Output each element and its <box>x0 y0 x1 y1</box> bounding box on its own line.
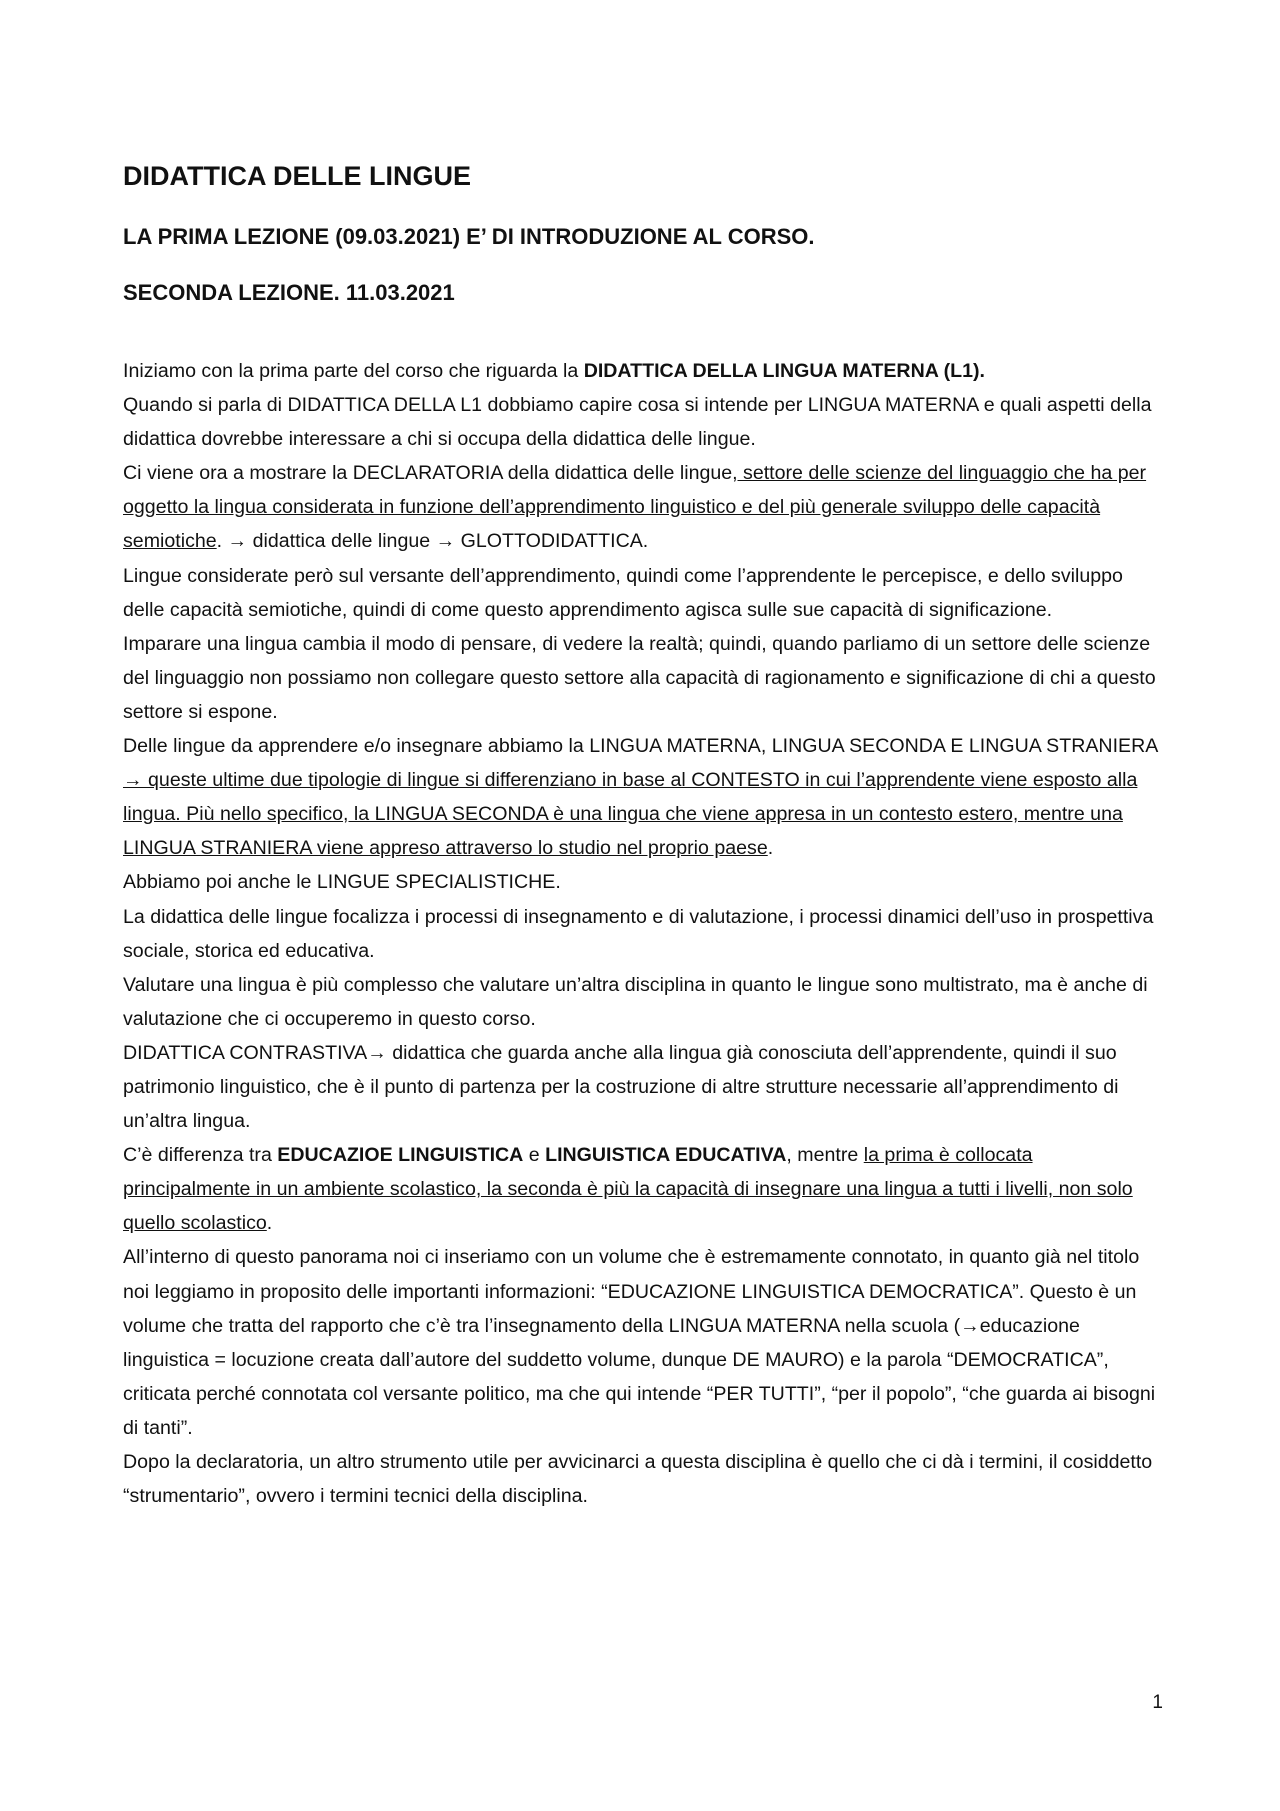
paragraph <box>123 729 1163 865</box>
text-run: . <box>266 1212 273 1235</box>
text-run: . <box>767 837 774 860</box>
text-run: Delle lingue da apprendere e/o insegnare abbiamo la LINGUA MATERNA, LINGUA SECONDA E LINGUA STRANIERA <box>123 735 1158 758</box>
text-run: e <box>523 1144 546 1167</box>
paragraph: All’interno di questo panorama noi ci inseriamo con un volume che è estremamente connotato, in quanto già nel titolo noi leggiamo in proposito delle importanti informazioni: “EDUCAZIONE LINGUISTICA DEMOCRATICA”. Questo è un volume che tratta del rapporto che c’è tra l’insegnamento della LINGUA MATERNA nella scuola (→educazione linguistica = locuzione creata dall’autore del suddetto volume, dunque DE MAURO) e la parola “DEMOCRATICA”, criticata perché connotata col versante politico, ma che qui intende “PER TUTTI”, “per il popolo”, “che guarda ai bisogni di tanti”. <box>123 1246 1156 1439</box>
paragraph: Quando si parla di DIDATTICA DELLA L1 dobbiamo capire cosa si intende per LINGUA MATERNA e quali aspetti della didattica dovrebbe interessare a chi si occupa della didattica delle lingue. <box>123 394 1152 451</box>
text-run: Iniziamo con la prima parte del corso che riguarda la <box>123 360 584 382</box>
paragraph <box>123 354 1163 388</box>
paragraph: Imparare una lingua cambia il modo di pensare, di vedere la realtà; quindi, quando parliamo di un settore delle scienze del linguaggio non possiamo non collegare questo settore alla capacità di ragionamento e significazione di chi a questo settore si espone. <box>123 632 1156 723</box>
text-run: C’è differenza tra <box>123 1144 278 1167</box>
underlined-text: , settore delle scienze del linguaggio che ha per oggetto la lingua considerata in funzione dell’apprendimento linguistico e del più generale sviluppo delle capacità semiotiche <box>123 462 1147 553</box>
page-number: 1 <box>1152 1692 1163 1713</box>
underlined-text: → queste ultime due tipologie di lingue si differenziano in base al CONTESTO in cui l’apprendente viene esposto alla lingua. Più nello specifico, la LINGUA SECONDA è una lingua che viene appresa in un contesto estero, mentre una LINGUA STRANIERA viene appreso attraverso lo studio nel proprio paese <box>123 769 1138 860</box>
body-text <box>123 354 1163 1513</box>
underlined-text: la prima è collocata principalmente in un ambiente scolastico, la seconda è più la capacità di insegnare una lingua a tutti i livelli, non solo quello scolastico <box>123 1144 1133 1235</box>
bold-text: LINGUISTICA EDUCATIVA <box>545 1144 787 1167</box>
lesson-two-heading: SECONDA LEZIONE. 11.03.2021 <box>123 280 455 305</box>
lesson-one-heading: LA PRIMA LEZIONE (09.03.2021) E’ DI INTRODUZIONE AL CORSO. <box>123 224 815 249</box>
text-run: Ci viene ora a mostrare la DECLARATORIA della didattica delle lingue <box>123 462 733 485</box>
paragraph: Dopo la declaratoria, un altro strumento utile per avvicinarci a questa disciplina è quello che ci dà i termini, il cosiddetto “strumentario”, ovvero i termini tecnici della disciplina. <box>123 1451 1153 1508</box>
paragraph: Lingue considerate però sul versante dell’apprendimento, quindi come l’apprendente le percepisce, e dello sviluppo delle capacità semiotiche, quindi di come questo apprendimento agisca sulle sue capacità di significazione. <box>123 564 1123 621</box>
bold-text: DIDATTICA DELLA LINGUA MATERNA (L1). <box>583 360 985 382</box>
bold-text: EDUCAZIOE LINGUISTICA <box>277 1144 524 1167</box>
paragraph: DIDATTICA CONTRASTIVA→ didattica che guarda anche alla lingua già conosciuta dell’apprendente, quindi il suo patrimonio linguistico, che è il punto di partenza per la costruzione di altre strutture necessarie all’apprendimento di un’altra lingua. <box>123 1041 1119 1133</box>
paragraph: Abbiamo poi anche le LINGUE SPECIALISTICHE. <box>123 871 561 894</box>
text-run: , mentre <box>786 1144 864 1167</box>
paragraph <box>123 456 1163 558</box>
document-content <box>123 158 1163 1513</box>
paragraph: La didattica delle lingue focalizza i processi di insegnamento e di valutazione, i processi dinamici dell’uso in prospettiva sociale, storica ed educativa. <box>123 905 1154 962</box>
paragraph: Valutare una lingua è più complesso che valutare un’altra disciplina in quanto le lingue sono multistrato, ma è anche di valutazione che ci occuperemo in questo corso. <box>123 973 1148 1030</box>
document-title: DIDATTICA DELLE LINGUE <box>123 161 471 191</box>
paragraph <box>123 1138 1163 1240</box>
text-run: . → didattica delle lingue → GLOTTODIDATTICA. <box>216 530 649 553</box>
